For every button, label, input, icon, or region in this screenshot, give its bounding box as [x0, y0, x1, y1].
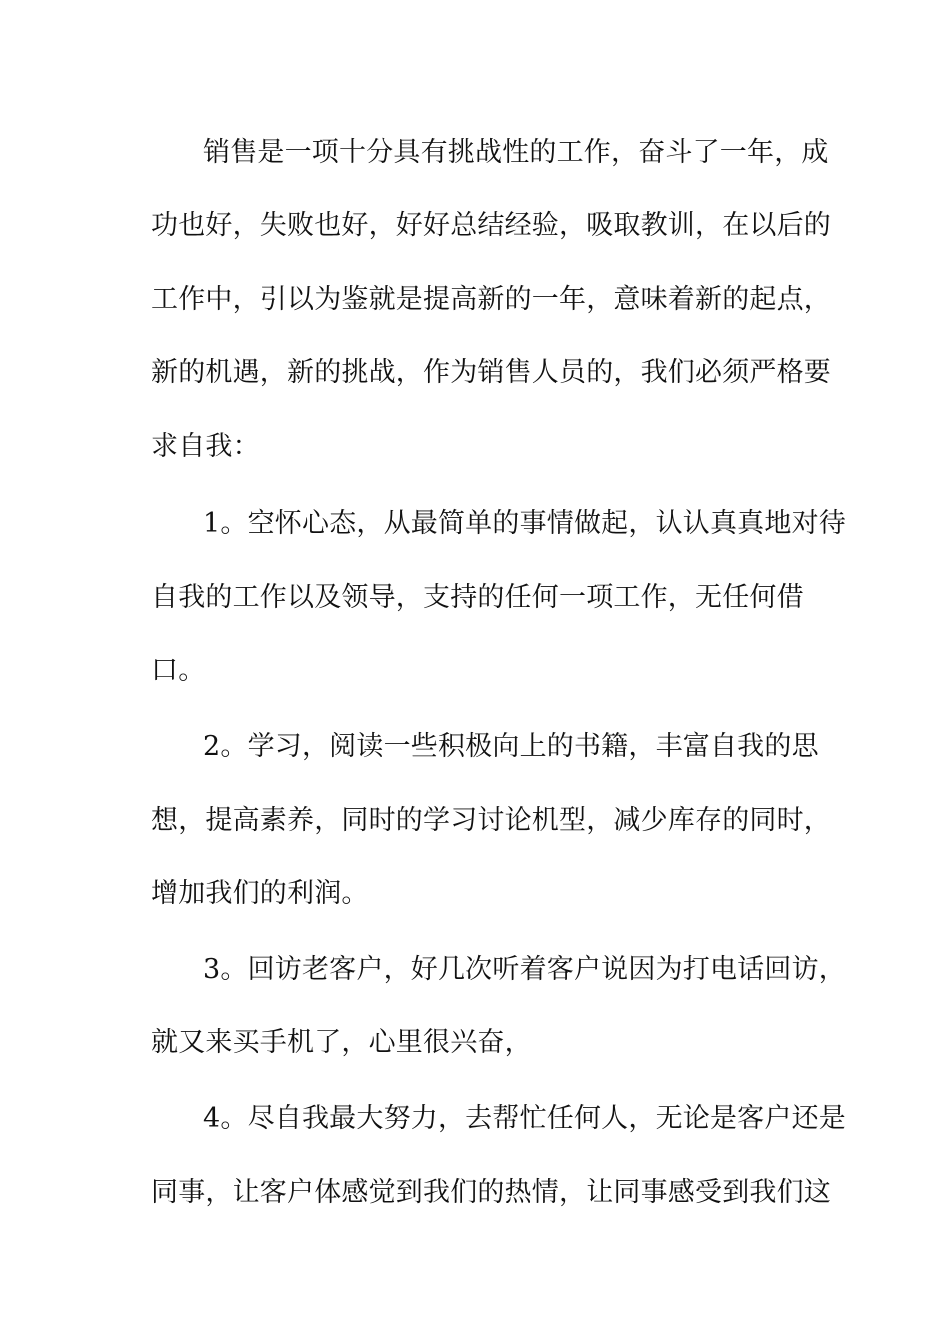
paragraph-1-line-1: 销售是一项十分具有挑战性的工作，奋斗了一年，成 [203, 137, 829, 168]
item-2-line-1: 2。学习，阅读一些积极向上的书籍，丰富自我的思 [203, 731, 819, 762]
item-1-line-2: 自我的工作以及领导，支持的任何一项工作，无任何借 [151, 582, 804, 613]
item-4-line-2: 同事，让客户体感觉到我们的热情，让同事感受到我们这 [151, 1177, 831, 1208]
paragraph-1-line-2: 功也好，失败也好，好好总结经验，吸取教训，在以后的 [151, 210, 831, 241]
paragraph-1-line-4: 新的机遇，新的挑战，作为销售人员的，我们必须严格要 [151, 357, 831, 388]
paragraph-1-line-3: 工作中，引以为鉴就是提高新的一年，意味着新的起点， [151, 284, 831, 315]
item-3-line-1: 3。回访老客户，好几次听着客户说因为打电话回访， [203, 954, 846, 985]
item-2-line-2: 想，提高素养，同时的学习讨论机型，减少库存的同时， [151, 805, 831, 836]
item-4-line-1: 4。尽自我最大努力，去帮忙任何人，无论是客户还是 [203, 1103, 846, 1134]
item-1-line-3: 口。 [151, 655, 206, 686]
paragraph-1-line-5: 求自我： [151, 431, 260, 462]
item-1-line-1: 1。空怀心态，从最简单的事情做起，认认真真地对待 [203, 508, 846, 539]
item-2-line-3: 增加我们的利润。 [151, 878, 369, 909]
item-3-line-2: 就又来买手机了，心里很兴奋， [151, 1027, 532, 1058]
